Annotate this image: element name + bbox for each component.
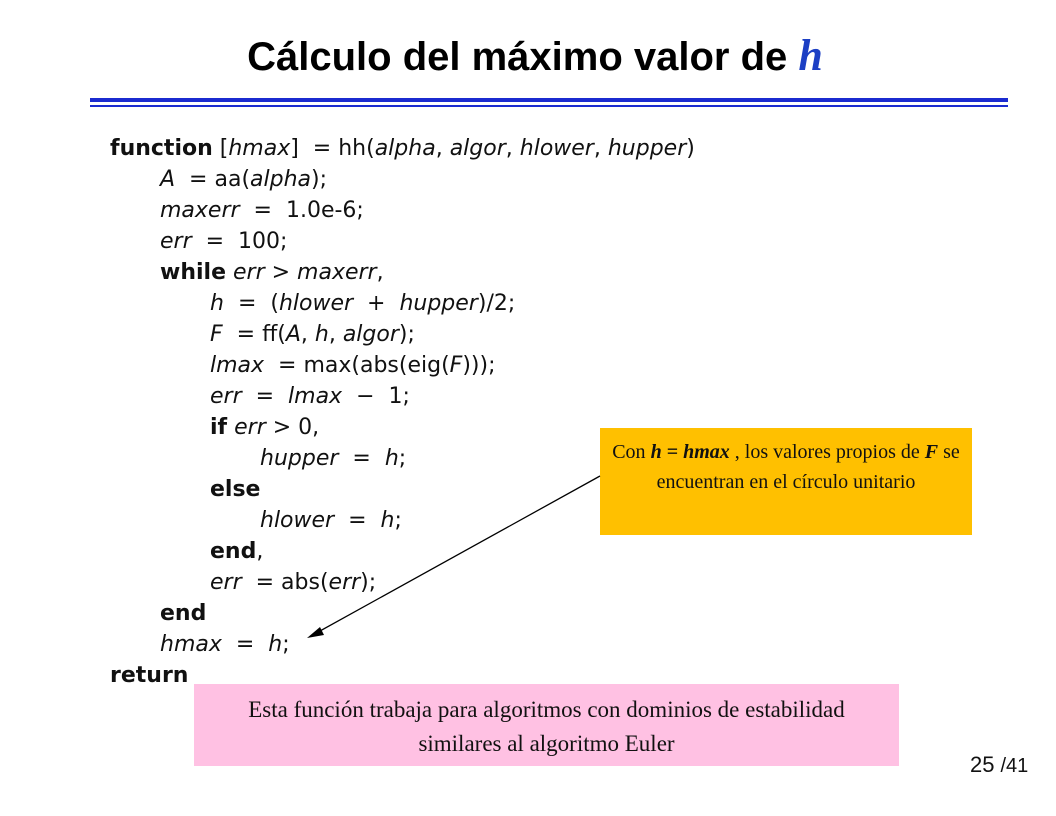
code-variable: algor [449, 136, 506, 161]
code-text: ; [394, 508, 402, 533]
code-text: )/2; [477, 291, 516, 316]
code-variable: hlower [278, 291, 354, 316]
code-keyword: function [110, 136, 213, 161]
code-variable: h [314, 322, 329, 347]
code-text: = [338, 446, 385, 471]
code-variable: err [160, 229, 192, 254]
callout-arrow-line [311, 476, 600, 636]
code-variable: h [268, 632, 283, 657]
code-variable: h [380, 508, 395, 533]
code-variable: maxerr [297, 260, 377, 285]
code-text: ; [282, 632, 290, 657]
code-text: > 0, [265, 415, 320, 440]
slide-title-variable: h [798, 31, 823, 80]
code-text: , [328, 322, 343, 347]
code-variable: alpha [374, 136, 436, 161]
code-variable: err [210, 384, 242, 409]
code-text: ))); [462, 353, 496, 378]
code-variable: h [210, 291, 224, 316]
code-variable: A [160, 167, 176, 192]
code-text: = abs( [241, 570, 329, 595]
code-keyword: while [160, 260, 226, 285]
code-text: = ff( [222, 322, 286, 347]
code-variable: lmax [288, 384, 343, 409]
code-text: [ [212, 136, 229, 161]
code-text: ; [398, 446, 407, 471]
slide-title-text: Cálculo del máximo valor de [247, 35, 799, 79]
code-text: = [334, 508, 381, 533]
code-text: ); [311, 167, 328, 192]
code-keyword: else [210, 477, 261, 502]
code-variable: hupper [260, 446, 339, 471]
code-keyword: end [160, 601, 207, 626]
code-variable: alpha [250, 167, 312, 192]
code-variable: hlower [260, 508, 335, 533]
code-text: ] = hh( [290, 136, 375, 161]
code-variable: err [328, 570, 361, 595]
code-variable: A [285, 322, 301, 347]
code-text: , [593, 136, 608, 161]
code-keyword: if [210, 415, 228, 440]
page-total: /41 [1000, 755, 1029, 777]
callout-arrow-head [307, 627, 324, 638]
code-variable: algor [342, 322, 399, 347]
callout-eigenvalues-matrix: F [924, 441, 939, 463]
code-text: , [435, 136, 450, 161]
callout-eigenvalues-text: se encuentran en el círculo unitario [656, 441, 960, 493]
code-keyword: end [210, 539, 257, 564]
code-variable: maxerr [160, 198, 240, 223]
code-variable: hmax [228, 136, 291, 161]
code-text: = ( [223, 291, 279, 316]
callout-eigenvalues-text: , los valores propios de [729, 441, 925, 463]
code-text: ); [360, 570, 377, 595]
code-text: = max(abs(eig( [264, 353, 450, 378]
code-text: = 1.0e-6; [239, 198, 364, 223]
code-text: = [221, 632, 269, 657]
code-variable: err [210, 570, 242, 595]
code-text: , [300, 322, 315, 347]
code-variable: hupper [607, 136, 687, 161]
code-variable: F [210, 322, 223, 347]
code-text: = 100; [191, 229, 288, 254]
code-variable: h [384, 446, 399, 471]
code-text: + [353, 291, 400, 316]
code-text: ) [686, 136, 695, 161]
code-text: − 1; [342, 384, 410, 409]
page-current: 25 [970, 752, 995, 777]
code-variable: hupper [399, 291, 478, 316]
code-text: > [264, 260, 298, 285]
code-text: , [505, 136, 520, 161]
callout-eigenvalues-text: Con [612, 441, 651, 463]
code-variable: lmax [210, 353, 265, 378]
code-text: = aa( [175, 167, 251, 192]
code-keyword: return [110, 663, 189, 688]
code-text: , [376, 260, 384, 285]
code-text: ); [398, 322, 415, 347]
code-variable: F [449, 353, 463, 378]
code-variable: err [234, 415, 266, 440]
page-number [970, 752, 1028, 778]
callout-note: Esta función trabaja para algoritmos con dominios de estabilidad similares al algoritmo Euler [194, 684, 899, 766]
code-variable: hlower [519, 136, 594, 161]
code-variable: err [233, 260, 265, 285]
code-text: = [241, 384, 289, 409]
code-variable: hmax [160, 632, 222, 657]
callout-eigenvalues-formula: h = hmax [650, 441, 730, 463]
code-text: , [256, 539, 264, 564]
